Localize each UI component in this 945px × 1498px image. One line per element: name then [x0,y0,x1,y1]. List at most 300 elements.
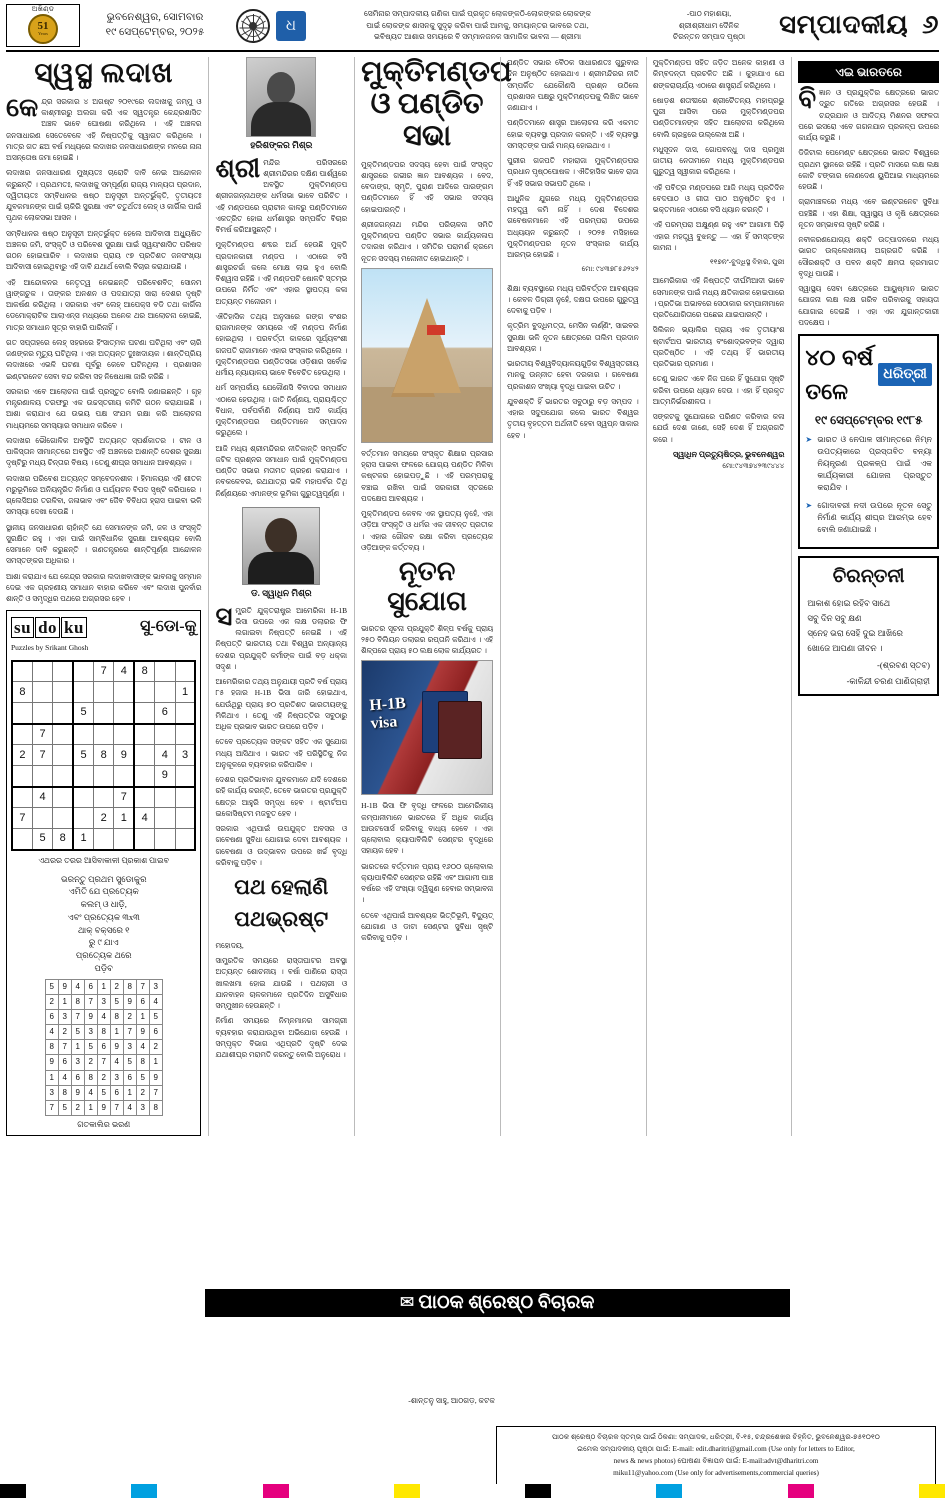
sudoku-cell[interactable]: 7 [12,808,32,829]
article2-para: ଷୋଡ଼ଶ ଶତାବ୍ଦୀରେ ଶ୍ରୀଚୈତନ୍ୟ ମହାପ୍ରଭୁ ପୁରୀ ଆସିବା ପରେ ମୁକ୍ତିମଣ୍ଡପର ପଣ୍ଡିତମାନଙ୍କ ସହିତ ଆଲୋଚନା କରିଥିଲେ ବୋଲି ଗ୍ରନ୍ଥରେ ଉଲ୍ଲେଖ ଅଛି । [652,95,785,139]
instruction-line: ଥାକ୍ ବକ୍ସରେ ୧ [77,924,130,935]
sudoku-answer-cell[interactable]: 5 [84,1040,97,1055]
sudoku-cell[interactable]: 8 [53,829,73,850]
article2-para: ପଣ୍ଡିତମାନେ ଶାସ୍ତ୍ର ଆଲୋଚନା କରି ଏକମତ ହୋଇ ବ୍ୟବସ୍ଥା ପ୍ରଦାନ କରନ୍ତି । ଏହି ବ୍ୟବସ୍ଥା ସମସ୍ତଙ୍କ ପାଇଁ ମାନ୍ୟ ହୋଇଥାଏ । [507,118,639,150]
editorial-para: କେନ୍ଦ୍ର ସରକାର ୪ ଅଗଷ୍ଟ ୨୦୧୯ରେ ଲଦାଖକୁ ଜମ୍ମୁ ଓ କାଶ୍ମୀରରୁ ଅଲଗା କରି ଏକ ସ୍ୱତନ୍ତ୍ର କେନ୍ଦ୍ରଶାସିତ ଅଞ୍ଚଳ ଭାବେ ଘୋଷଣା କରିଥିଲେ । ଏହି ଅଞ୍ଚଳର ଜନସାଧାରଣ ସେତେବେଳେ ଏହି ନିଷ୍ପତ୍ତିକୁ ସ୍ୱାଗତ କରିଥିଲେ । ମାତ୍ର ଗତ ଛଅ ବର୍ଷ ମଧ୍ୟରେ ଲଦାଖର ଜନସାଧାରଣଙ୍କ ମନରେ ନାନା ଅସନ୍ତୋଷ ଜମା ହୋଇଛି । [6,92,202,163]
place-date-block [80,4,230,47]
sudoku-answer-cell[interactable]: 3 [123,1040,136,1055]
brand-badge: ଧରିତ୍ରୀ [878,363,932,386]
sudoku-cell[interactable] [73,682,93,703]
rail-para: ବିଜ୍ଞାନ ଓ ପ୍ରଯୁକ୍ତିର କ୍ଷେତ୍ରରେ ଭାରତ ଦ୍ରୁତ ଗତିରେ ଅଗ୍ରସର ହେଉଛି । ଚନ୍ଦ୍ରଯାନ ଓ ଆଦିତ୍ୟ ମିଶନର ସଫଳତା ପରେ ଇସରୋ ଏବେ ଗଗନଯାନ ପ୍ରକଳ୍ପ ଉପରେ କାର୍ଯ୍ୟ କରୁଛି । [798,84,939,143]
sudoku-grid[interactable] [11,660,196,851]
sudoku-cell[interactable]: 8 [134,661,154,682]
sudoku-caption: ଏଥରର ତରର ଆସିବାକାଳୀ ପ୍ରକାଶ ପାଇବ [38,855,170,865]
sudoku-cell[interactable] [73,766,93,787]
sudoku-cell[interactable] [175,766,195,787]
sudoku-answer-cell[interactable]: 9 [97,1100,110,1115]
contact-line[interactable]: news & news photos) ଘୋଷଣା ବିଜ୍ଞାପନ ପାଇଁ: E-mail:advt@dharitri.com [613,1456,819,1465]
sudoku-cell[interactable] [12,829,32,850]
sudoku-answer-cell[interactable]: 5 [136,1070,149,1085]
sudoku-cell[interactable] [114,829,134,850]
sudoku-cell[interactable] [114,766,134,787]
poem-line: ଖୋଜେ ଆପଣା ଜୀବନ । [807,642,883,653]
anniversary-logo [6,4,80,47]
sudoku-header [11,615,196,653]
sudoku-odia-title: ସୁ-ଡୋ-କୁ [140,618,197,636]
sudoku-cell[interactable]: 9 [114,745,134,766]
poem-author: -କାଳିନ୍ଦୀ ଚରଣ ପାଣିଗ୍ରାହୀ [846,676,930,687]
sudoku-cell[interactable]: 8 [12,682,32,703]
sudoku-cell[interactable] [53,808,73,829]
article3-para: ଆମେରିକାର ତଥ୍ୟ ଅନୁଯାୟୀ ପ୍ରତି ବର୍ଷ ପ୍ରାୟ ୮୫ ହଜାର H-1B ଭିସା ଜାରି ହୋଇଥାଏ, ଯେଉଁଥିରୁ ପ୍ରାୟ ୭୦ ପ୍ରତିଶତ ଭାରତୀୟଙ୍କୁ ମିଳିଥାଏ । ତେଣୁ ଏହି ନିଷ୍ପତ୍ତିର ସବୁଠାରୁ ଅଧିକ ପ୍ରଭାବ ଭାରତ ଉପରେ ପଡ଼ିବ । [215,677,348,732]
sudoku-cell[interactable] [12,724,32,745]
reader-section [205,1283,790,1321]
sudoku-cell[interactable]: 4 [114,661,134,682]
color-swatch [394,1484,420,1498]
poem-box [798,556,939,696]
article2-para: ଧର୍ମ ସମ୍ପର୍କୀୟ ଯେକୌଣସି ବିବାଦର ସମାଧାନ ଏଠାରେ ହେଉଥିଲା । ଜାତି ନିର୍ଣ୍ଣୟ, ପ୍ରାୟଶ୍ଚିତ୍ତ ବିଧାନ, ପର୍ବପର୍ବାଣି ନିର୍ଣ୍ଣୟ ଆଦି କାର୍ଯ୍ୟ ମୁକ୍ତିମଣ୍ଡପର ପଣ୍ଡିତମାନେ ସମ୍ପାଦନ କରୁଥିଲେ । [215,383,348,438]
author-name: ହରିଶଙ୍କର ମିଶ୍ର [250,140,313,150]
sudoku-cell[interactable] [12,787,32,808]
editorial-headline: ସ୍ୱସ୍ଥ ଲଦାଖ [34,58,174,89]
article3-para: ଆମେରିକାର ଏହି ନିଷ୍ପତ୍ତି ଦୀର୍ଘମିଆଦୀ ଭାବେ ସେମାନଙ୍କ ପାଇଁ ମଧ୍ୟ କ୍ଷତିକାରକ ହୋଇପାରେ । ପ୍ରତିଭା ଅଭାବରେ ସେଠାକାର କମ୍ପାନୀମାନେ ପ୍ରତିଯୋଗିତାରେ ପଛେଇ ଯାଇପାରନ୍ତି । [652,276,785,320]
sudoku-cell[interactable] [155,829,175,850]
sudoku-answer-cell[interactable]: 1 [71,1040,84,1055]
sudoku-answer-cell[interactable]: 3 [136,1100,149,1115]
poem-line: ସ୍ନେହ ଭରା ସେହି ଦୁଇ ଆଖିରେ [807,627,903,638]
editorial-para: ସ୍ଥାନୀୟ ଜନସାଧାରଣ ଚାହାଁନ୍ତି ଯେ ସେମାନଙ୍କ ଜମି, ଜଳ ଓ ସଂସ୍କୃତି ସୁରକ୍ଷିତ ରହୁ । ଏହା ପାଇଁ ସାମ୍ବିଧାନିକ ସୁରକ୍ଷା ଆବଶ୍ୟକ ବୋଲି ସେମାନେ ଦାବି କରୁଛନ୍ତି । ଗଣତନ୍ତ୍ରରେ ଶାନ୍ତିପୂର୍ଣ୍ଣ ଆନ୍ଦୋଳନ ସମସ୍ତଙ୍କର ଅଧିକାର । [6,522,202,566]
sudoku-cell[interactable]: 4 [134,808,154,829]
sudoku-answer-cell[interactable]: 9 [84,1009,97,1024]
sudoku-cell[interactable] [53,703,73,724]
sudoku-cell[interactable] [134,766,154,787]
rail-para: ଡିଜିଟାଲ ପେମେଣ୍ଟ କ୍ଷେତ୍ରରେ ଭାରତ ବିଶ୍ୱରେ ପ୍ରଥମ ସ୍ଥାନରେ ରହିଛି । ପ୍ରତି ମାସରେ ଲକ୍ଷ ଲକ୍ଷ କୋଟି ଟଙ୍କାର ଲେଣଦେଣ ୟୁପିଆଇ ମାଧ୍ୟମରେ ହେଉଛି । [798,148,939,192]
sudoku-answer-cell[interactable]: 5 [97,1085,110,1100]
sudoku-cell[interactable] [134,787,154,808]
sudoku-answer-cell[interactable]: 1 [136,1009,149,1024]
poem-line: ସବୁ ଦିନ ସବୁ କ୍ଷଣ [807,613,862,624]
instruction-line: ପଡ଼ିବ [94,962,113,973]
sudoku-answer-cell[interactable]: 3 [71,1055,84,1070]
rail-para: ଗ୍ରାମାଞ୍ଚଳରେ ମଧ୍ୟ ଏବେ ଇଣ୍ଟରନେଟ ସୁବିଧା ପହଞ୍ଚିଛି । ଏହା ଶିକ୍ଷା, ସ୍ୱାସ୍ଥ୍ୟ ଓ କୃଷି କ୍ଷେତ୍ରରେ ନୂତନ ସମ୍ଭାବନା ସୃଷ୍ଟି କରିଛି । [798,197,939,229]
logo-number: 51 [37,20,49,33]
sudoku-answer-cell[interactable]: 1 [45,1070,58,1085]
sudoku-cell[interactable] [155,724,175,745]
article3-para: ସମ୍ପ୍ରତି ଯୁକ୍ତରାଷ୍ଟ୍ର ଆମେରିକା H-1B ଭିସା ଉପରେ ଏକ ଲକ୍ଷ ଡଲାରର ଫି ଲଗାଇବା ନିଷ୍ପତ୍ତି ନେଇଛି । ଏହି ନିଷ୍ପତ୍ତି ଭାରତୀୟ ତଥା ବିଶ୍ୱର ଅନ୍ୟାନ୍ୟ ଦେଶର ପ୍ରଯୁକ୍ତି କର୍ମୀଙ୍କ ପାଇଁ ବଡ଼ ଧକ୍କା ସଦୃଶ । [215,601,348,671]
sudoku-cell[interactable]: 5 [32,829,52,850]
sudoku-instructions [11,873,196,975]
section-title: ସମ୍ପାଦକୀୟ [779,10,909,39]
sudoku-cell[interactable] [175,661,195,682]
grid-row [45,1009,162,1024]
sudoku-answer-cell[interactable]: 1 [58,994,71,1009]
emblem-line-2: ପାଇଁ ଲୋକଙ୍କ ଶାସନକୁ ସୁଦୃଢ଼ କରିବା ପାଇଁ ଆମକୁ, ସମୟାନ୍ତର ଭାବରେ ତଥା, [366,20,589,30]
wheel-spokes [238,11,268,41]
sudoku-answer-cell[interactable]: 2 [45,994,58,1009]
sudoku-cell[interactable] [73,661,93,682]
sudoku-cell[interactable] [12,703,32,724]
sudoku-cell[interactable] [114,724,134,745]
sudoku-cell[interactable]: 5 [73,745,93,766]
article2-para: ବର୍ତ୍ତମାନ ସମୟରେ ସଂସ୍କୃତ ଶିକ୍ଷାର ପ୍ରସାର ହ୍ରାସ ପାଇବା ଫଳରେ ଯୋଗ୍ୟ ପଣ୍ଡିତ ମିଳିବା କଷ୍ଟକର ହୋଇପଡ଼ୁଛି । ଏହି ପରମ୍ପରାକୁ ବଞ୍ଚାଇ ରଖିବା ପାଇଁ ସରକାରୀ ସ୍ତରରେ ପଦକ୍ଷେପ ଆବଶ୍ୟକ । [361,448,494,503]
sudoku-cell[interactable]: 2 [94,808,114,829]
column-3 [354,56,512,1136]
poem-line: ଆକାଶ ହୋଇ ରହିବ ସାଥେ [807,598,891,609]
sudoku-cell[interactable]: 4 [155,745,175,766]
archive-item: ➤ ଭାରତ ଓ ନେପାଳ ସୀମାନ୍ତରେ ନିମ୍ନ ଉପତ୍ୟକାରେ ପ୍ରସ୍ତାବିତ ବନ୍ୟା ନିୟନ୍ତ୍ରଣ ପ୍ରକଳ୍ପ ପାଇଁ ଏକ କାର୍ଯ୍ୟକାରୀ ଯୋଜନା ପ୍ରସ୍ତୁତ କରାଯିବ । [805,434,932,494]
color-swatch [788,1484,814,1498]
sudoku-cell[interactable] [175,703,195,724]
archive-item: ➤ ଗୋଦାବରୀ ନଦୀ ଉପରେ ନୂତନ ସେତୁ ନିର୍ମାଣ କାର୍ଯ୍ୟ ଶୀଘ୍ର ଆରମ୍ଭ ହେବ ବୋଲି ଜଣାଯାଇଛି । [805,500,932,536]
article2-para: ଶ୍ରୀମନ୍ଦିର ପରିସରରେ ଶ୍ରୀମନ୍ଦିରର ଦକ୍ଷିଣ ପାର୍ଶ୍ୱରେ ଅବସ୍ଥିତ ମୁକ୍ତିମଣ୍ଡପ ଶ୍ରୀଜଗନ୍ନାଥଙ୍କ ଧର୍ମସଭା ଭାବେ ପରିଚିତ । ଏହି ମଣ୍ଡପରେ ପ୍ରାଚୀନ କାଳରୁ ପଣ୍ଡିତମାନେ ଏକତ୍ରିତ ହୋଇ ଧର୍ମଶାସ୍ତ୍ର ସମ୍ପର୍କିତ ବିଚାର ବିମର୍ଷ କରିଆସୁଛନ୍ତି । [215,153,348,235]
forty-years-header [805,341,932,408]
editorial-para: ସରକାର ଏବେ ଆଲୋଚନା ପାଇଁ ପ୍ରସ୍ତୁତ ବୋଲି ଜଣାଇଛନ୍ତି । ଗୃହ ମନ୍ତ୍ରଣାଳୟ ତରଫରୁ ଏକ ଉଚ୍ଚସ୍ତରୀୟ କମିଟି ଗଠନ କରାଯାଇଛି । ଆଶା କରାଯାଏ ଯେ ଉଭୟ ପକ୍ଷ ସଂଯମ ରକ୍ଷା କରି ଆଲୋଚନା ମାଧ୍ୟମରେ ସମସ୍ୟାର ସମାଧାନ କରିବେ । [6,386,202,430]
sudoku-answer-cell[interactable]: 6 [84,979,97,994]
sudoku-cell[interactable] [155,808,175,829]
sudoku-answer-cell[interactable]: 2 [149,1040,162,1055]
sudoku-answer-cell[interactable]: 2 [110,979,123,994]
sudoku-answer-cell[interactable]: 7 [71,1009,84,1024]
sudoku-cell[interactable] [53,724,73,745]
sudoku-cell[interactable] [73,724,93,745]
sudoku-cell[interactable] [134,745,154,766]
sudoku-cell[interactable]: 1 [175,682,195,703]
sudoku-cell[interactable]: 6 [155,703,175,724]
pub-line-3: ଚିରନ୍ତନ ସମ୍ପାଦ ପୃଷ୍ଠା [672,32,746,42]
sudoku-answer-cell[interactable]: 5 [45,979,58,994]
sudoku-cell[interactable] [134,724,154,745]
editorial-para: ସମ୍ବିଧାନର ଷଷ୍ଠ ଅନୁସୂଚୀ ଅନ୍ତର୍ଭୁକ୍ତ ହେଲେ ଆଦିବାସୀ ଅଧ୍ୟୁଷିତ ଅଞ୍ଚଳର ଜମି, ସଂସ୍କୃତି ଓ ପରିବେଶ ସୁରକ୍ଷା ପାଇଁ ସ୍ୱୟଂଶାସିତ ପରିଷଦ ଗଠନ ହୋଇପାରିବ । ଲଦାଖର ପ୍ରାୟ ୯୭ ପ୍ରତିଶତ ଜନସଂଖ୍ୟା ଆଦିବାସୀ ହୋଇଥିବାରୁ ଏହି ଦାବି ଯଥାର୍ଥ ବୋଲି ବିଚାର କରାଯାଉଛି । [6,228,202,272]
date: ୧୯ ସେପ୍ଟେମ୍ବର, ୨୦୨୫ [105,26,205,38]
sudoku-answer-cell[interactable]: 7 [136,979,149,994]
article3-byline-phone: ମୋ:୯୪୩୭୪୨୩୯୪୪୪ [722,461,785,470]
sudoku-cell[interactable] [134,682,154,703]
article2-para: ପଣ୍ଡିତ ସଭାର ବୈଠକ ସାଧାରଣତଃ ଗୁରୁବାର ଦିନ ଅନୁଷ୍ଠିତ ହୋଇଥାଏ । ଶ୍ରୀମନ୍ଦିରର ନୀତି ସମ୍ପର୍କିତ ଯେକୌଣସି ପ୍ରଶ୍ନ ଉଠିଲେ ପ୍ରଶାସନ ପକ୍ଷରୁ ମୁକ୍ତିମଣ୍ଡପକୁ ଲିଖିତ ଭାବେ ଜଣାଯାଏ । [507,58,639,112]
sudoku-cell[interactable]: 3 [175,745,195,766]
forty-years-label: ୪୦ ବର୍ଷ ତଳେ [805,345,874,404]
pub-line-1: -ପାଠ ମହାଶୟା, [686,9,732,19]
sudoku-answer-cell[interactable]: 8 [136,1055,149,1070]
article2-para: ଆଧୁନିକ ଯୁଗରେ ମଧ୍ୟ ମୁକ୍ତିମଣ୍ଡପର ମହତ୍ତ୍ୱ କମି ନାହିଁ । ଦେଶ ବିଦେଶର ଗବେଷକମାନେ ଏହି ପରମ୍ପରା ଉପରେ ଅଧ୍ୟୟନ କରୁଛନ୍ତି । ୨୦୨୫ ମସିହାରେ ମୁକ୍ତିମଣ୍ଡପର ନୂତନ ସଂସ୍କାର କାର୍ଯ୍ୟ ଆରମ୍ଭ ହୋଇଛି । [507,193,639,259]
sudoku-cell[interactable] [32,808,52,829]
sudoku-cell[interactable]: 7 [114,787,134,808]
sudoku-answer-cell[interactable]: 4 [45,1025,58,1040]
sudoku-logo-part: su [11,617,34,638]
grid-row [12,724,195,745]
print-registration-bar [0,1484,945,1498]
editorial-para: ଆଶା କରାଯାଏ ଯେ କେନ୍ଦ୍ର ସରକାର ଲଦାଖବାସୀଙ୍କ ଭାବନାକୁ ସମ୍ମାନ ଦେଇ ଏକ ଗ୍ରହଣୀୟ ସମାଧାନ ବାହାର କରିବେ ଏବଂ ଲଦାଖ ପୁନର୍ବାର ଶାନ୍ତି ଓ ସମୃଦ୍ଧିର ପଥରେ ଅଗ୍ରସର ହେବ । [6,571,202,604]
editorial-para: ଗତ ସପ୍ତାହରେ ଲେହ୍ ସହରରେ ହିଂସାତ୍ମକ ଘଟଣା ଘଟିଥିଲା ଏବଂ ଚାରି ଜଣଙ୍କର ମୃତ୍ୟୁ ଘଟିଥିଲା । ଏହା ଅତ୍ୟନ୍ତ ଦୁଃଖଦାୟକ । ଶାନ୍ତିପ୍ରିୟ ଲଦାଖରେ ଏଭଳି ଘଟଣା ପୂର୍ବରୁ କେବେ ଘଟିନଥିଲା । ପ୍ରଶାସନ ଇଣ୍ଟରନେଟ ସେବା ବନ୍ଦ କରିବା ସହ ନିଷେଧାଜ୍ଞା ଜାରି କରିଛି । [6,337,202,381]
sudoku-cell[interactable]: 8 [94,745,114,766]
sudoku-answer-caption: ଗତକାଲିର ଭରଣ [77,1120,131,1130]
sudoku-answer-cell[interactable]: 6 [136,994,149,1009]
sudoku-cell[interactable] [32,703,52,724]
sudoku-answer-cell[interactable]: 7 [58,1040,71,1055]
contact-line: ପାଠକ ଶ୍ରେଷ୍ଠ ବିଚାରକ ସ୍ତମ୍ଭ ପାଇଁ ଠିକଣା: ସମ୍ପାଦକ, ଧରିତ୍ରୀ, ବି-୧୫, ଚନ୍ଦ୍ରଶେଖର ଚିହ୍ନିତ, ଭୁବନେଶ୍ୱର-୭୫୧୦୧୦ [552,1433,880,1441]
color-swatch [0,1484,26,1498]
publisher-info [649,4,769,47]
author-photo [246,57,316,137]
visa-photo-label: H-1B visa [368,694,407,732]
sudoku-answer-cell[interactable]: 3 [149,979,162,994]
reader-letter-para: ମହୋଦୟ, [215,940,244,950]
sudoku-answer-cell[interactable]: 5 [71,1025,84,1040]
article2-para: ଏହି ପରମ୍ପରା ଅକ୍ଷୁଣ୍ଣ ରହୁ ଏବଂ ଆଗାମୀ ପିଢ଼ି ଏହାର ମହତ୍ତ୍ୱ ବୁଝନ୍ତୁ — ଏହା ହିଁ ସମସ୍ତଙ୍କ କାମନା । [652,220,785,252]
sudoku-answer-cell[interactable]: 7 [84,994,97,1009]
emblem-text [312,8,643,42]
sudoku-cell[interactable] [94,703,114,724]
sudoku-cell[interactable] [94,724,114,745]
sudoku-answer-cell[interactable]: 3 [58,1009,71,1024]
grid-row [12,703,195,724]
sudoku-answer-cell[interactable]: 4 [71,979,84,994]
logo-years: Years [37,31,49,37]
sudoku-answer-cell[interactable]: 6 [110,1085,123,1100]
page-number: ୬ [922,10,939,39]
grid-row [12,766,195,787]
sudoku-answer-cell[interactable]: 9 [71,1085,84,1100]
sudoku-cell[interactable] [94,829,114,850]
sudoku-cell[interactable] [134,703,154,724]
logo-top-text: ଅଖିଣ୍ଡ [31,4,55,13]
sudoku-answer-cell[interactable]: 8 [149,1100,162,1115]
article3-byline-name: ସ୍ୱାଧିନ ପ୍ରତ୍ୟୁଷିତ୍ର, ଭୁବନେଶ୍ୱର [673,449,785,459]
grid-row [45,1055,162,1070]
sudoku-answer-cell[interactable]: 7 [45,1100,58,1115]
sudoku-answer-cell[interactable]: 6 [149,1025,162,1040]
sudoku-cell[interactable] [114,682,134,703]
article2-author [215,57,347,153]
sudoku-answer-cell[interactable]: 8 [123,979,136,994]
sudoku-answer-cell[interactable]: 3 [97,994,110,1009]
article3-para: ସରକାର ଏଥିପାଇଁ ଉପଯୁକ୍ତ ଅବସର ଓ ଗବେଷଣା ସୁବିଧା ଯୋଗାଇ ଦେବା ଆବଶ୍ୟକ । ଗବେଷଣା ଓ ଉଦ୍ଭାବନ ଉପରେ ଖର୍ଚ୍ଚ ବୃଦ୍ଧି କରିବାକୁ ପଡ଼ିବ । [215,824,348,867]
sudoku-answer-cell[interactable]: 7 [110,1100,123,1115]
sudoku-answer-cell[interactable]: 4 [136,1040,149,1055]
instruction-line: ପ୍ରତ୍ୟେକ ଥରେ [75,950,132,961]
sudoku-answer-cell[interactable]: 4 [84,1085,97,1100]
grid-row [45,1070,162,1085]
sudoku-answer-cell[interactable]: 6 [123,1070,136,1085]
sudoku-cell[interactable] [32,661,52,682]
sudoku-cell[interactable] [94,766,114,787]
sudoku-answer-cell[interactable]: 9 [110,1040,123,1055]
sudoku-cell[interactable] [73,808,93,829]
sudoku-cell[interactable] [94,787,114,808]
sudoku-answer-cell[interactable]: 6 [71,1070,84,1085]
reader-letter-title: ପଥ ହେଲାଣି ପଥଭ୍ରଷ୍ଟ [234,875,329,931]
sudoku-answer-cell[interactable]: 7 [97,1055,110,1070]
sudoku-cell[interactable] [53,682,73,703]
article2-para: ଆଜି ମଧ୍ୟ ଶ୍ରୀମନ୍ଦିରର ନୀତିକାନ୍ତି ସମ୍ପର୍କିତ ଜଟିଳ ପ୍ରଶ୍ନର ସମାଧାନ ପାଇଁ ମୁକ୍ତିମଣ୍ଡପ ପଣ୍ଡିତ ସଭାର ମତାମତ ଗ୍ରହଣ କରାଯାଏ । ନବକଳେବର, ରଥଯାତ୍ରା ଭଳି ମହାପର୍ବର ତିଥି ନିର୍ଣ୍ଣୟରେ ଏମାନଙ୍କ ଭୂମିକା ଗୁରୁତ୍ୱପୂର୍ଣ୍ଣ । [215,443,348,498]
grid-row [12,808,195,829]
sudoku-answer-cell[interactable]: 3 [110,1070,123,1085]
sudoku-answer-cell[interactable]: 2 [71,1100,84,1115]
sudoku-cell[interactable] [175,808,195,829]
sudoku-answer-cell[interactable]: 4 [97,1009,110,1024]
mail-icon: ✉ [400,1292,419,1313]
sudoku-cell[interactable] [114,703,134,724]
grid-row [45,979,162,994]
sudoku-answer-cell[interactable]: 8 [71,994,84,1009]
sudoku-cell[interactable]: 7 [32,724,52,745]
sudoku-cell[interactable] [175,724,195,745]
sudoku-cell[interactable] [94,682,114,703]
sudoku-answer-cell[interactable]: 3 [84,1025,97,1040]
author-photo [242,507,320,585]
sudoku-answer-cell[interactable]: 4 [123,1100,136,1115]
sudoku-cell[interactable] [134,829,154,850]
rail-para: ସ୍ୱାସ୍ଥ୍ୟ ସେବା କ୍ଷେତ୍ରରେ ଆୟୁଷ୍ମାନ ଭାରତ ଯୋଜନା ଲକ୍ଷ ଲକ୍ଷ ଗରିବ ପରିବାରକୁ ସହାୟତା ଯୋଗାଇ ଦେଇଛି । ଏହା ଏକ ଯୁଗାନ୍ତକାରୀ ପଦକ୍ଷେପ । [798,284,939,327]
sudoku-cell[interactable] [53,787,73,808]
sudoku-cell[interactable] [155,661,175,682]
sudoku-answer-cell[interactable]: 7 [149,1085,162,1100]
grid-row [12,829,195,850]
color-swatch [263,1484,289,1498]
sudoku-answer-cell[interactable]: 8 [45,1040,58,1055]
sudoku-answer-cell[interactable]: 9 [58,979,71,994]
section-header [769,4,939,47]
poem-source: -(ଶ୍ରବଣ ସ୍ତବ) [876,659,930,670]
sudoku-answer-cell[interactable]: 1 [97,979,110,994]
sudoku-answer-cell[interactable]: 1 [84,1100,97,1115]
sudoku-answer-cell[interactable]: 4 [110,1055,123,1070]
sudoku-cell[interactable] [12,766,32,787]
sudoku-answer-cell[interactable]: 2 [123,1009,136,1024]
sudoku-answer-cell[interactable]: 1 [110,1025,123,1040]
sudoku-cell[interactable]: 2 [12,745,32,766]
instruction-line: ରୁ ୯ ଯାଏ [88,937,119,948]
konark-wheel-icon [236,9,270,43]
sudoku-answer-cell[interactable]: 5 [110,994,123,1009]
sudoku-answer-cell[interactable]: 4 [58,1070,71,1085]
sudoku-answer-cell[interactable]: 9 [123,994,136,1009]
sudoku-logo-part: do [35,617,60,638]
sudoku-answer-cell[interactable]: 8 [110,1009,123,1024]
sudoku-cell[interactable] [53,745,73,766]
article2-para: ଶ୍ରୀଜଗନ୍ନାଥ ମନ୍ଦିର ପରିଚାଳନା ସମିତି ମୁକ୍ତିମଣ୍ଡପ ପଣ୍ଡିତ ସଭାର କାର୍ଯ୍ୟକଳାପ ତଦାରଖ କରିଥାଏ । ସମିତିର ପରାମର୍ଶ କ୍ରମେ ନୂତନ ସଦସ୍ୟ ମନୋନୀତ ହୋଇଥାନ୍ତି । [361,219,494,263]
sudoku-cell[interactable]: 7 [32,745,52,766]
sudoku-answer-grid [45,979,163,1116]
sudoku-answer-cell[interactable]: 5 [58,1100,71,1115]
brand-mark-icon: ଧ [276,11,306,41]
emblem-line-3: ଭବିଷ୍ୟତ ଆଶାର ସମୟରେ ବି ସମ୍ମାନଜନକ ସାମାଜିକ ଭାବନା — ଶ୍ରୀମା [373,32,582,42]
contact-line[interactable]: miku11@yahoo.com (Use only for advertisements,commercial queries) [613,1468,819,1477]
temple-photo [361,268,493,443]
article3-para: ଶିକ୍ଷା ବ୍ୟବସ୍ଥାରେ ମଧ୍ୟ ପରିବର୍ତ୍ତନ ଆବଶ୍ୟକ । କେବଳ ଡିଗ୍ରୀ ନୁହେଁ, ଦକ୍ଷତା ଉପରେ ଗୁରୁତ୍ୱ ଦେବାକୁ ପଡ଼ିବ । [507,283,639,316]
article2-para: ଏହି ପବିତ୍ର ମଣ୍ଡପରେ ଆଜି ମଧ୍ୟ ପ୍ରତିଦିନ ବେଦପାଠ ଓ ଗୀତା ପାଠ ଅନୁଷ୍ଠିତ ହୁଏ । ଭକ୍ତମାନେ ଏଠାରେ ବସି ଧ୍ୟାନ କରନ୍ତି । [652,182,785,214]
column-4 [500,57,639,1136]
reader-banner-label: ପାଠକ ଶ୍ରେଷ୍ଠ ବିଚାରକ [418,1292,595,1313]
sudoku-cell[interactable]: 9 [155,766,175,787]
sudoku-cell[interactable] [175,829,195,850]
article3-para: ଭାରତର ସୂଚନା ପ୍ରଯୁକ୍ତି ଶିଳ୍ପ ବର୍ଷକୁ ପ୍ରାୟ ୨୫୦ ବିଲିୟନ ଡଲାରର ରପ୍ତାନି କରିଥାଏ । ଏହି ଶିଳ୍ପରେ ପ୍ରାୟ ୫୦ ଲକ୍ଷ ଲୋକ କାର୍ଯ୍ୟରତ । [361,623,494,656]
sudoku-answer-cell[interactable]: 9 [136,1025,149,1040]
sudoku-cell[interactable] [73,787,93,808]
sudoku-cell[interactable]: 1 [73,829,93,850]
article2-para: ମୁକ୍ତିମଣ୍ଡପ କେବଳ ଏକ ସ୍ଥାପତ୍ୟ ନୁହେଁ, ଏହା ଓଡ଼ିଆ ସଂସ୍କୃତି ଓ ଧର୍ମର ଏକ ଜୀବନ୍ତ ପ୍ରତୀକ । ଏହାର ଗୌରବ ରକ୍ଷା କରିବା ପ୍ରତ୍ୟେକ ଓଡ଼ିଆଙ୍କ କର୍ତ୍ତବ୍ୟ । [361,509,494,552]
sudoku-answer-cell[interactable]: 6 [58,1055,71,1070]
archive-date: ୧୯ ସେପ୍ଟେମ୍ବର ୧୯୮୫ [814,413,923,428]
sudoku-cell[interactable]: 4 [32,787,52,808]
editorial-para: ଲଦାଖର ପରିବେଶ ଅତ୍ୟନ୍ତ ସମ୍ବେଦନଶୀଳ । ହିମାଳୟର ଏହି ଶୀତଳ ମରୁଭୂମିରେ ଅନିୟନ୍ତ୍ରିତ ନିର୍ମାଣ ଓ ପର୍ଯ୍ୟଟନ ବିପଦ ସୃଷ୍ଟି କରିପାରେ । ଗ୍ଲେସିଅର ତରଳିବା, ଜଳାଭାବ ଏବଂ ଜୈବ ବିବିଧତା ହ୍ରାସ ପାଇବା ଭଳି ସମସ୍ୟା ଦେଖା ଦେଉଛି । [6,473,202,517]
editorial-para: ଲଦାଖର ଜନସାଧାରଣ ମୁଖ୍ୟତଃ ଚାରୋଟି ଦାବି ନେଇ ଆନ୍ଦୋଳନ କରୁଛନ୍ତି । ପ୍ରଥମତଃ, ଲଦାଖକୁ ସମ୍ପୂର୍ଣ୍ଣ ରାଜ୍ୟ ମାନ୍ୟତା ପ୍ରଦାନ, ଦ୍ୱିତୀୟତଃ ସମ୍ବିଧାନର ଷଷ୍ଠ ଅନୁସୂଚୀ ଅନ୍ତର୍ଭୁକ୍ତି, ତୃତୀୟତଃ ଯୁବକମାନଙ୍କ ପାଇଁ ଚାକିରି ସୁରକ୍ଷା ଏବଂ ଚତୁର୍ଥତଃ ଲେହ୍ ଓ କାର୍ଗିଲ ପାଇଁ ପୃଥକ ଲୋକସଭା ଆସନ । [6,168,202,223]
grid-row [12,745,195,766]
sudoku-cell[interactable] [32,766,52,787]
grid-row [45,1025,162,1040]
sudoku-credit: Puzzles by Srikant Ghosh [11,643,89,653]
sudoku-answer-cell[interactable]: 6 [45,1009,58,1024]
grid-row [12,682,195,703]
sudoku-cell[interactable] [53,661,73,682]
article3-para: ଭାରତରେ ବର୍ତ୍ତମାନ ପ୍ରାୟ ୧୬୦୦ ଗ୍ଲୋବାଲ କ୍ୟାପାବିଲିଟି ସେଣ୍ଟର ରହିଛି ଏବଂ ଆଗାମୀ ପାଞ୍ଚ ବର୍ଷରେ ଏହି ସଂଖ୍ୟା ଦ୍ୱିଗୁଣ ହେବାର ସମ୍ଭାବନା । [361,861,494,905]
sudoku-cell[interactable] [155,787,175,808]
article3-para: ସଙ୍କଟକୁ ସୁଯୋଗରେ ପରିଣତ କରିବାର କଳା ଯେଉଁ ଦେଶ ଜାଣେ, ସେହି ଦେଶ ହିଁ ଅଗ୍ରଗତି କରେ । [652,412,785,444]
pub-line-2: ଶ୍ରୀଶ୍ରୀଧାମ ଦୈନିକ [678,20,740,30]
instruction-line: ଏମିତି ଯେ ପ୍ରତ୍ୟେକ [68,886,139,897]
sudoku-answer-cell[interactable]: 8 [58,1085,71,1100]
sudoku-answer-cell[interactable]: 2 [58,1025,71,1040]
grid-row [45,994,162,1009]
place: ଭୁବନେଶ୍ୱର, ସୋମବାର [106,12,204,24]
sudoku-section [6,610,201,1136]
editorial-para: ଏହି ଆନ୍ଦୋଳନର ନେତୃତ୍ୱ ନେଇଛନ୍ତି ପରିବେଶବିତ୍ ସୋନମ ୱାଙ୍ଗଚୁକ । ତାଙ୍କର ଅନଶନ ଓ ପଦଯାତ୍ରା ସାରା ଦେଶର ଦୃଷ୍ଟି ଆକର୍ଷଣ କରିଥିଲା । ସରକାର ଏବଂ ଲେହ୍ ଆପେକ୍ସ ବଡି ତଥା କାର୍ଗିଲ ଡେମୋକ୍ରାଟିକ ଆଲାଏନ୍ସ ମଧ୍ୟରେ ଅନେକ ଥର ଆଲୋଚନା ହୋଇଛି, ମାତ୍ର ସମାଧାନ ସୂତ୍ର ବାହାରି ପାରିନାହିଁ । [6,277,202,332]
sudoku-answer-cell[interactable]: 8 [97,1025,110,1040]
grid-row [12,787,195,808]
color-swatch [656,1484,682,1498]
instruction-line: ଭରନ୍ତୁ ପ୍ରଥମ ସୁଡୋକୁର [60,873,147,884]
article2-para: ମୁକ୍ତିମଣ୍ଡପ ଶବ୍ଦର ଅର୍ଥ ହେଉଛି ମୁକ୍ତି ପ୍ରଦାନକାରୀ ମଣ୍ଡପ । ଏଠାରେ ବସି ଶାସ୍ତ୍ରଚର୍ଚ୍ଚା କଲେ ମୋକ୍ଷ ଲାଭ ହୁଏ ବୋଲି ବିଶ୍ୱାସ ରହିଛି । ଏହି ମଣ୍ଡପଟି ଷୋଳଟି ସ୍ତମ୍ଭ ଉପରେ ନିର୍ମିତ ଏବଂ ଏହାର ସ୍ଥାପତ୍ୟ କଳା ଅତ୍ୟନ୍ତ ମନୋରମ । [215,240,348,306]
sudoku-answer-cell[interactable]: 2 [136,1085,149,1100]
sudoku-cell[interactable] [32,682,52,703]
sudoku-cell[interactable]: 5 [73,703,93,724]
sudoku-answer-cell[interactable]: 8 [84,1070,97,1085]
sudoku-cell[interactable] [12,661,32,682]
sudoku-answer-cell[interactable]: 5 [123,1055,136,1070]
sudoku-answer-cell[interactable]: 2 [84,1055,97,1070]
sudoku-cell[interactable]: 7 [94,661,114,682]
sudoku-answer-cell[interactable]: 9 [45,1055,58,1070]
reader-letter-para: ନିର୍ମାଣ ସମୟରେ ନିମ୍ନମାନର ସାମଗ୍ରୀ ବ୍ୟବହାର କରାଯାଉଥିବା ଅଭିଯୋଗ ହେଉଛି । ସମ୍ପୃକ୍ତ ବିଭାଗ ଏଥିପ୍ରତି ଦୃଷ୍ଟି ଦେଇ ଯଥାଶୀଘ୍ର ମରାମତି କରନ୍ତୁ ବୋଲି ଅନୁରୋଧ । [215,1016,348,1060]
article3-para: ସିଲିକନ ଭ୍ୟାଲିର ପ୍ରାୟ ଏକ ତୃତୀୟାଂଶ ଷ୍ଟାର୍ଟଅପ ଭାରତୀୟ ବଂଶୋଦ୍ଭବଙ୍କ ଦ୍ୱାରା ପ୍ରତିଷ୍ଠିତ । ଏହି ତଥ୍ୟ ହିଁ ଭାରତୀୟ ପ୍ରତିଭାର ପ୍ରମାଣ । [652,325,785,369]
editorial-para: ଲଦାଖର ଭୌଗୋଳିକ ଅବସ୍ଥିତି ଅତ୍ୟନ୍ତ ସ୍ପର୍ଶକାତର । ଚୀନ ଓ ପାକିସ୍ତାନ ସୀମାନ୍ତରେ ଅବସ୍ଥିତ ଏହି ଅଞ୍ଚଳରେ ଅଶାନ୍ତି ଦେଶର ସୁରକ୍ଷା ଦୃଷ୍ଟିରୁ ମଧ୍ୟ ଚିନ୍ତାର ବିଷୟ । ତେଣୁ ଶୀଘ୍ର ସମାଧାନ ଆବଶ୍ୟକ । [6,435,202,468]
sudoku-cell[interactable] [175,787,195,808]
masthead [6,4,939,52]
sudoku-answer-cell[interactable]: 2 [97,1070,110,1085]
sudoku-answer-cell[interactable]: 4 [149,994,162,1009]
sudoku-cell[interactable] [155,682,175,703]
article2-para: ମୁକ୍ତିମଣ୍ଡପ ସହିତ ଜଡ଼ିତ ଅନେକ କାହାଣୀ ଓ କିମ୍ବଦନ୍ତୀ ପ୍ରଚଳିତ ଅଛି । କୁହାଯାଏ ଯେ ଶଙ୍କରାଚାର୍ଯ୍ୟ ଏଠାରେ ଶାସ୍ତ୍ରାର୍ଥ କରିଥିଲେ । [652,58,785,90]
sudoku-answer-cell[interactable]: 1 [123,1085,136,1100]
article2-headline: ମୁକ୍ତିମଣ୍ଡପ ଓ ପଣ୍ଡିତ ସଭା [361,56,512,152]
sudoku-cell[interactable]: 1 [114,808,134,829]
article3-para: H-1B ଭିସା ଫି ବୃଦ୍ଧି ଫଳରେ ଆମେରିକୀୟ କମ୍ପାନୀମାନେ ଭାରତରେ ହିଁ ଅଧିକ କାର୍ଯ୍ୟ ଆଉଟସୋର୍ସ କରିବାକୁ ବାଧ୍ୟ ହେବେ । ଏହା ଗ୍ଲୋବାଲ କ୍ୟାପାବିଲିଟି ସେଣ୍ଟର ବୃଦ୍ଧିରେ ସହାୟକ ହେବ । [361,801,494,856]
sudoku-cell[interactable] [53,766,73,787]
sudoku-answer-cell[interactable]: 9 [149,1070,162,1085]
contact-line[interactable]: ଇମେଲ ସମ୍ପାଦକୀୟ ପୃଷ୍ଠା ପାଇଁ: E-mail: edit.dharitri@gmail.com (Use only for letters to Editor, [577,1444,855,1453]
article3-para: ତେବେ ଏଥିପାଇଁ ଆବଶ୍ୟକ ଭିତ୍ତିଭୂମି, ବିଦ୍ୟୁତ୍ ଯୋଗାଣ ଓ ଡାଟା ସେଣ୍ଟର ସୁବିଧା ସୃଷ୍ଟି କରିବାକୁ ପଡ଼ିବ । [361,910,494,943]
article3-para: ଦେଶର ପ୍ରତିଭାବାନ ଯୁବକମାନେ ଯଦି ଦେଶରେ ରହି କାର୍ଯ୍ୟ କରନ୍ତି, ତେବେ ଭାରତର ପ୍ରଯୁକ୍ତି କ୍ଷେତ୍ର ଆହୁରି ସମୃଦ୍ଧ ହେବ । ଷ୍ଟାର୍ଟଅପ ଇକୋସିଷ୍ଟମ ମଜବୁତ ହେବ । [215,775,348,818]
article2-para: ଐତିହାସିକ ତଥ୍ୟ ଅନୁସାରେ ଗଙ୍ଗ ବଂଶର ରାଜାମାନଙ୍କ ସମୟରେ ଏହି ମଣ୍ଡପ ନିର୍ମାଣ ହୋଇଥିଲା । ପରବର୍ତ୍ତୀ କାଳରେ ସୂର୍ଯ୍ୟବଂଶୀ ଗଜପତି ରାଜାମାନେ ଏହାର ସଂସ୍କାର କରିଥିଲେ । ମୁକ୍ତିମଣ୍ଡପର ପଣ୍ଡିତସଭା ଓଡ଼ିଶାର ସର୍ବୋଚ୍ଚ ଧର୍ମୀୟ ନ୍ୟାୟାଳୟ ଭାବେ ବିବେଚିତ ହେଉଥିଲା । [215,311,348,378]
emblem-line-1: ସେମିନାର ସମ୍ପାଦକୀୟ ଗଣିକା ପାଇଁ ପ୍ରକୃତ ଲୋକଙ୍କଠି-ଲୋକଙ୍କର ଲୋକଙ୍କ [363,9,592,19]
rail-para: ନବୀକରଣଯୋଗ୍ୟ ଶକ୍ତି ଉତ୍ପାଦନରେ ମଧ୍ୟ ଭାରତ ଉଲ୍ଲେଖନୀୟ ଅଗ୍ରଗତି କରିଛି । ସୌରଶକ୍ତି ଓ ପବନ ଶକ୍ତି କ୍ଷମତା କ୍ରମାଗତ ବୃଦ୍ଧି ପାଉଛି । [798,235,939,278]
sudoku-answer-cell[interactable]: 3 [45,1085,58,1100]
sudoku-answer-cell[interactable]: 7 [123,1025,136,1040]
article3-headline: ନୂତନ ସୁଯୋଗ [387,556,468,616]
sudoku-answer-cell[interactable]: 5 [149,1009,162,1024]
article3-para: କୃତ୍ରିମ ବୁଦ୍ଧିମତ୍ତା, ମେସିନ ଲର୍ଣ୍ଣିଂ, ସାଇବର ସୁରକ୍ଷା ଭଳି ନୂତନ କ୍ଷେତ୍ରରେ ତାଲିମ ପ୍ରଦାନ ଆବଶ୍ୟକ । [507,321,639,353]
sudoku-answer-cell[interactable]: 1 [149,1055,162,1070]
sudoku-answer-cell[interactable]: 6 [97,1040,110,1055]
